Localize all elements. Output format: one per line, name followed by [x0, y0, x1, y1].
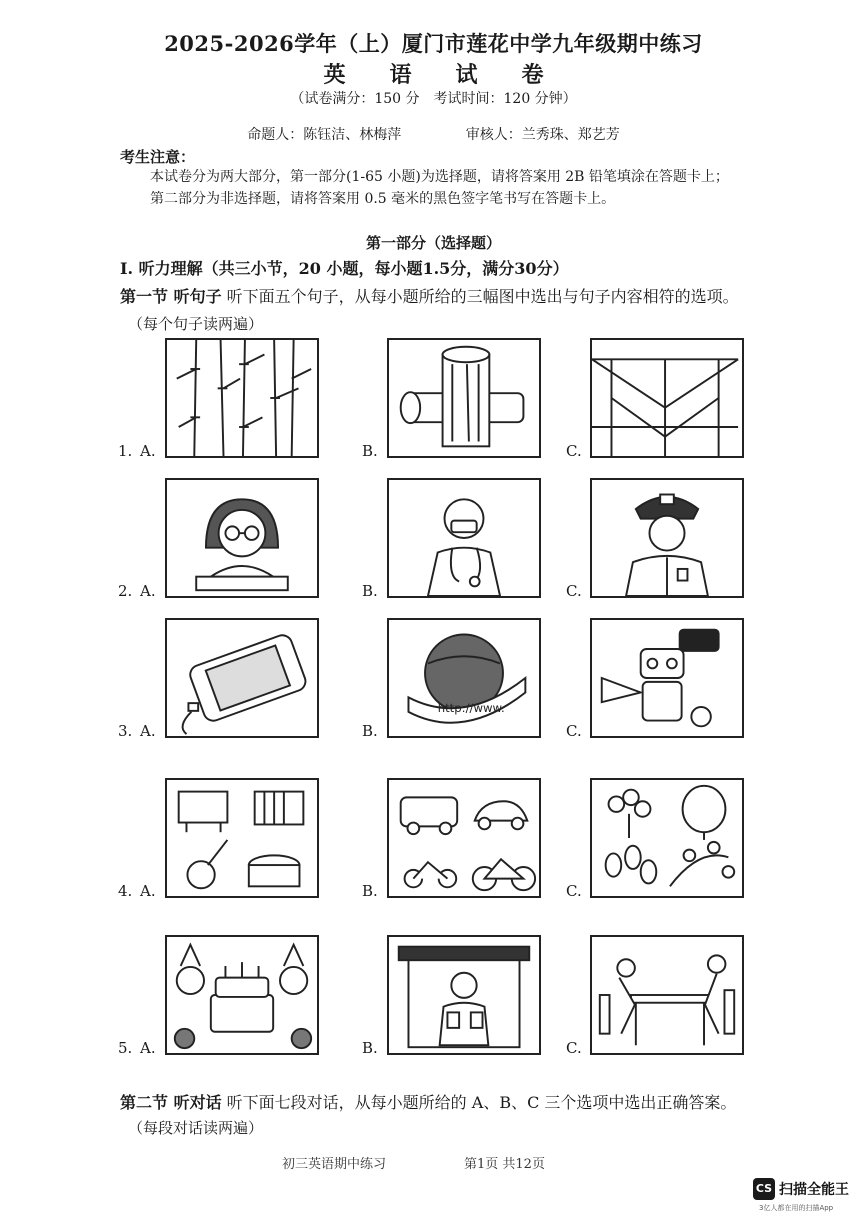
footer-left: 初三英语期中练习 [282, 1157, 387, 1172]
doctor-icon [387, 478, 541, 598]
question-number: 1. [118, 442, 133, 460]
setter: 命题人：陈钰洁、林梅萍 [247, 127, 402, 143]
option-label: A. [140, 442, 156, 460]
subject-char: 试 [455, 62, 478, 88]
notice-line-2: 第二部分为非选择题，请将答案用 0.5 毫米的黑色签字笔书写在答题卡上。 [150, 191, 616, 207]
notice-heading: 考生注意： [120, 148, 196, 166]
birthday-party-icon [165, 935, 319, 1055]
exam-title: 2025-2026学年（上）厦门市莲花中学九年级期中练习 [164, 31, 703, 56]
notice-line-1: 本试卷分为两大部分，第一部分(1-65 小题)为选择题，请将答案用 2B 铅笔填涂在答题卡上； [150, 169, 729, 185]
museum-visitor-icon [387, 935, 541, 1055]
section2-instructions [120, 1090, 860, 1113]
question-number: 5. [118, 1039, 133, 1057]
steel-frame-icon [590, 338, 744, 458]
subject-char: 英 [323, 62, 346, 88]
section1-label: 第一节 听句子 [120, 287, 222, 306]
option-label: B. [362, 1039, 378, 1057]
authors [0, 124, 867, 144]
reviewer: 审核人：兰秀珠、郑艺芳 [465, 127, 620, 143]
section1-note: （每个句子读两遍） [128, 315, 264, 333]
section1-instructions [120, 284, 860, 307]
question-number: 3. [118, 722, 133, 740]
watermark-name: 扫描全能王 [779, 1182, 849, 1198]
flowers-icon [590, 778, 744, 898]
police-officer-icon [590, 478, 744, 598]
scanner-watermark [753, 1176, 858, 1216]
subject-char: 卷 [521, 62, 544, 88]
option-label: A. [140, 882, 156, 900]
section2-label: 第二节 听对话 [120, 1093, 222, 1112]
option-label: C. [566, 882, 582, 900]
watermark-sub: 3亿人都在用的扫描App [759, 1204, 834, 1212]
option-label: C. [566, 722, 582, 740]
wood-log-icon [387, 338, 541, 458]
instruments-icon [165, 778, 319, 898]
listening-heading: I. 听力理解（共三小节，20 小题，每小题1.5分，满分30分） [120, 259, 569, 278]
option-label: C. [566, 442, 582, 460]
part1-title: 第一部分（选择题） [365, 234, 501, 252]
option-label: C. [566, 1039, 582, 1057]
subject-char: 语 [389, 62, 412, 88]
option-label: B. [362, 442, 378, 460]
svg-text:http://www.: http://www. [437, 700, 505, 715]
option-label: B. [362, 722, 378, 740]
subject-title [0, 58, 867, 89]
notice-text [150, 166, 850, 210]
section2-text: 听下面七段对话，从每小题所给的 A、B、C 三个选项中选出正确答案。 [226, 1093, 737, 1112]
section1-text: 听下面五个句子，从每小题所给的三幅图中选出与句子内容相符的选项。 [226, 287, 739, 306]
option-label: A. [140, 582, 156, 600]
robot-icon [590, 618, 744, 738]
student-girl-icon [165, 478, 319, 598]
cs-logo-icon: CS [753, 1178, 775, 1200]
smartphone-icon [165, 618, 319, 738]
option-label: B. [362, 582, 378, 600]
internet-globe-icon [387, 618, 541, 738]
vehicles-icon [387, 778, 541, 898]
option-label: A. [140, 722, 156, 740]
question-number: 4. [118, 882, 133, 900]
option-label: C. [566, 582, 582, 600]
exam-info: （试卷满分：150 分 考试时间：120 分钟） [290, 91, 577, 107]
bamboo-icon [165, 338, 319, 458]
interview-icon [590, 935, 744, 1055]
option-label: B. [362, 882, 378, 900]
section2-note: （每段对话读两遍） [128, 1119, 264, 1137]
question-number: 2. [118, 582, 133, 600]
footer-page: 第1页 共12页 [464, 1157, 545, 1172]
option-label: A. [140, 1039, 156, 1057]
